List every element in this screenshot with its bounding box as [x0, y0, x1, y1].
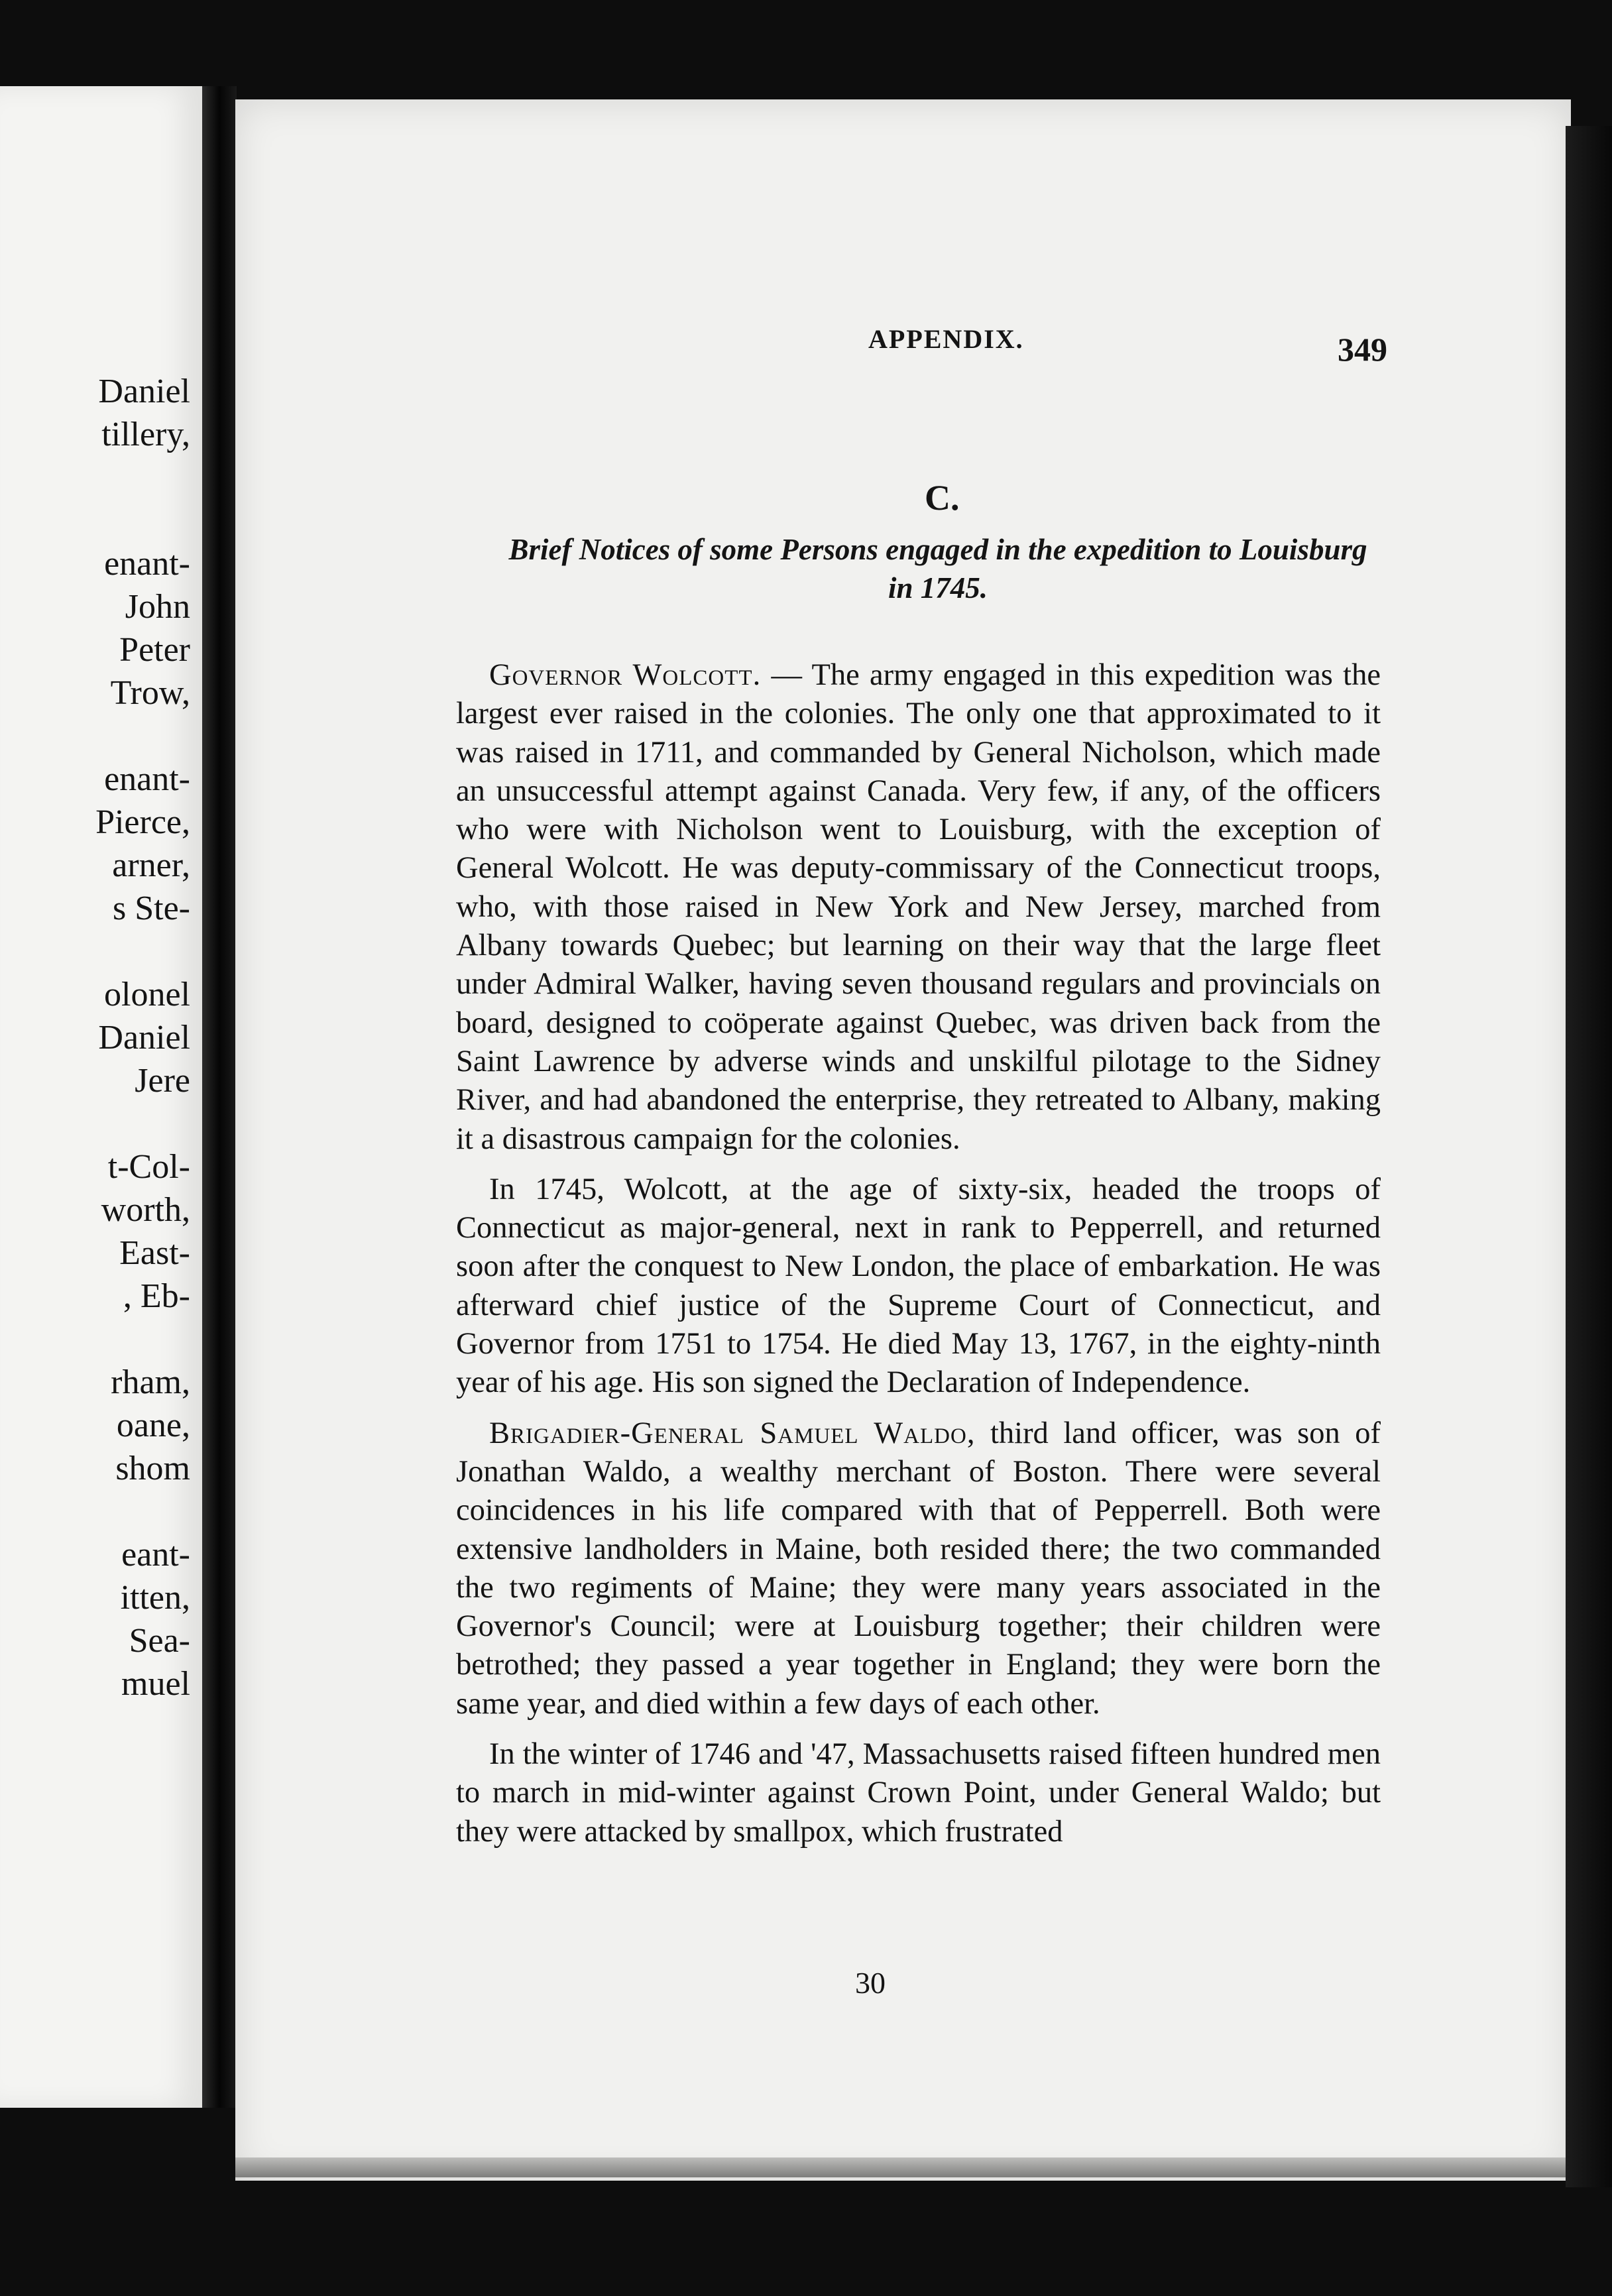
left-page-line: arner,	[112, 846, 190, 884]
paragraph-waldo	[456, 1414, 1381, 1723]
left-page-line: oane,	[116, 1406, 190, 1444]
section-subtitle-line-2: in 1745.	[888, 571, 988, 604]
left-page-line: Peter	[119, 631, 190, 669]
paragraph-text: — The army engaged in this expedition was the largest ever raised in the colonies. The only one that approximated to it was raised in 1711, and commanded by General Nicholson, which made an unsuccessful attempt against Canada. Very few, if any, of the officers who were with Nicholson went to Louisburg, with the exception of General Wolcott. He was deputy-commissary of the Connecticut troops, who, with those raised in New York and New Jersey, marched from Albany towards Quebec; but learning on their way that the large fleet under Admiral Walker, having seven thousand regulars and provincials on board, designed to coöperate against Quebec, was driven back from the Saint Lawrence by adverse winds and unskilful pilotage to the Sidney River, and had abandoned the enterprise, they retreated to Albany, making it a disastrous campaign for the colonies.	[456, 658, 1381, 1156]
paragraph-crown-point: In the winter of 1746 and '47, Massachusetts raised fifteen hundred men to march in mid-winter against Crown Point, under General Waldo; but they were attacked by smallpox, which frustrated	[456, 1737, 1381, 1849]
left-page-line: Trow,	[110, 674, 190, 712]
paragraph-wolcott	[456, 656, 1381, 1159]
left-page-line: s Ste-	[113, 890, 190, 927]
section-subtitle-line-1: Brief Notices of some Persons engaged in the expedition to Louisburg	[508, 533, 1367, 566]
left-page-line: t-Col-	[107, 1148, 190, 1186]
left-page-line: itten,	[120, 1579, 190, 1617]
left-page-line: , Eb-	[123, 1277, 190, 1315]
paragraph-text: third land officer, was son of Jonathan Waldo, a wealthy merchant of Boston. There were several coincidences in his life compared with that of Pepperrell. Both were extensive landholders in Maine, both resided there; the two commanded the two regiments of Maine; they were many years associated in the Governor's Council; were at Louisburg together; their children were betrothed; they passed a year together in England; they were born the same year, and died within a few days of each other.	[456, 1416, 1381, 1721]
left-page-line: Daniel	[98, 373, 190, 410]
book-gutter	[202, 86, 237, 2108]
left-page-line: Jere	[135, 1062, 190, 1100]
left-page-line: olonel	[104, 976, 190, 1013]
left-page-line: enant-	[104, 545, 190, 583]
left-page-line: muel	[121, 1665, 190, 1703]
left-page-line: John	[125, 588, 190, 626]
left-page-line: shom	[115, 1450, 190, 1487]
paragraph-wolcott-later: In 1745, Wolcott, at the age of sixty-six, headed the troops of Connecticut as major-general, next in rank to Pepperrell, and returned soon after the conquest to New London, the place of embarkation. He was afterward chief justice of the Supreme Court of Connecticut, and Governor from 1751 to 1754. He died May 13, 1767, in the eighty-ninth year of his age. His son signed the Declaration of Independence.	[456, 1172, 1381, 1400]
left-page-line: tillery,	[101, 416, 190, 453]
page-bottom-edge	[235, 2157, 1571, 2177]
running-head: APPENDIX.	[868, 324, 1024, 354]
entry-name: Brigadier-General Samuel Waldo,	[489, 1416, 976, 1450]
left-page-line: eant-	[121, 1536, 190, 1574]
left-page-line: Pierce,	[95, 803, 190, 841]
left-page-line: East-	[119, 1234, 190, 1272]
left-page-line: rham,	[111, 1363, 190, 1401]
entry-name: Governor Wolcott.	[489, 658, 762, 692]
body-text	[456, 656, 1381, 1863]
left-page-line: Daniel	[98, 1019, 190, 1057]
left-page-line: enant-	[104, 760, 190, 798]
page-number: 349	[1338, 331, 1387, 368]
section-letter: C.	[925, 478, 960, 518]
folio-signature: 30	[855, 1966, 886, 2000]
left-page-line: Sea-	[129, 1622, 190, 1660]
section-subtitle	[484, 530, 1392, 607]
page-right-edge	[1566, 126, 1612, 2187]
previous-page-fragment	[0, 86, 204, 2108]
left-page-line: worth,	[101, 1191, 190, 1229]
